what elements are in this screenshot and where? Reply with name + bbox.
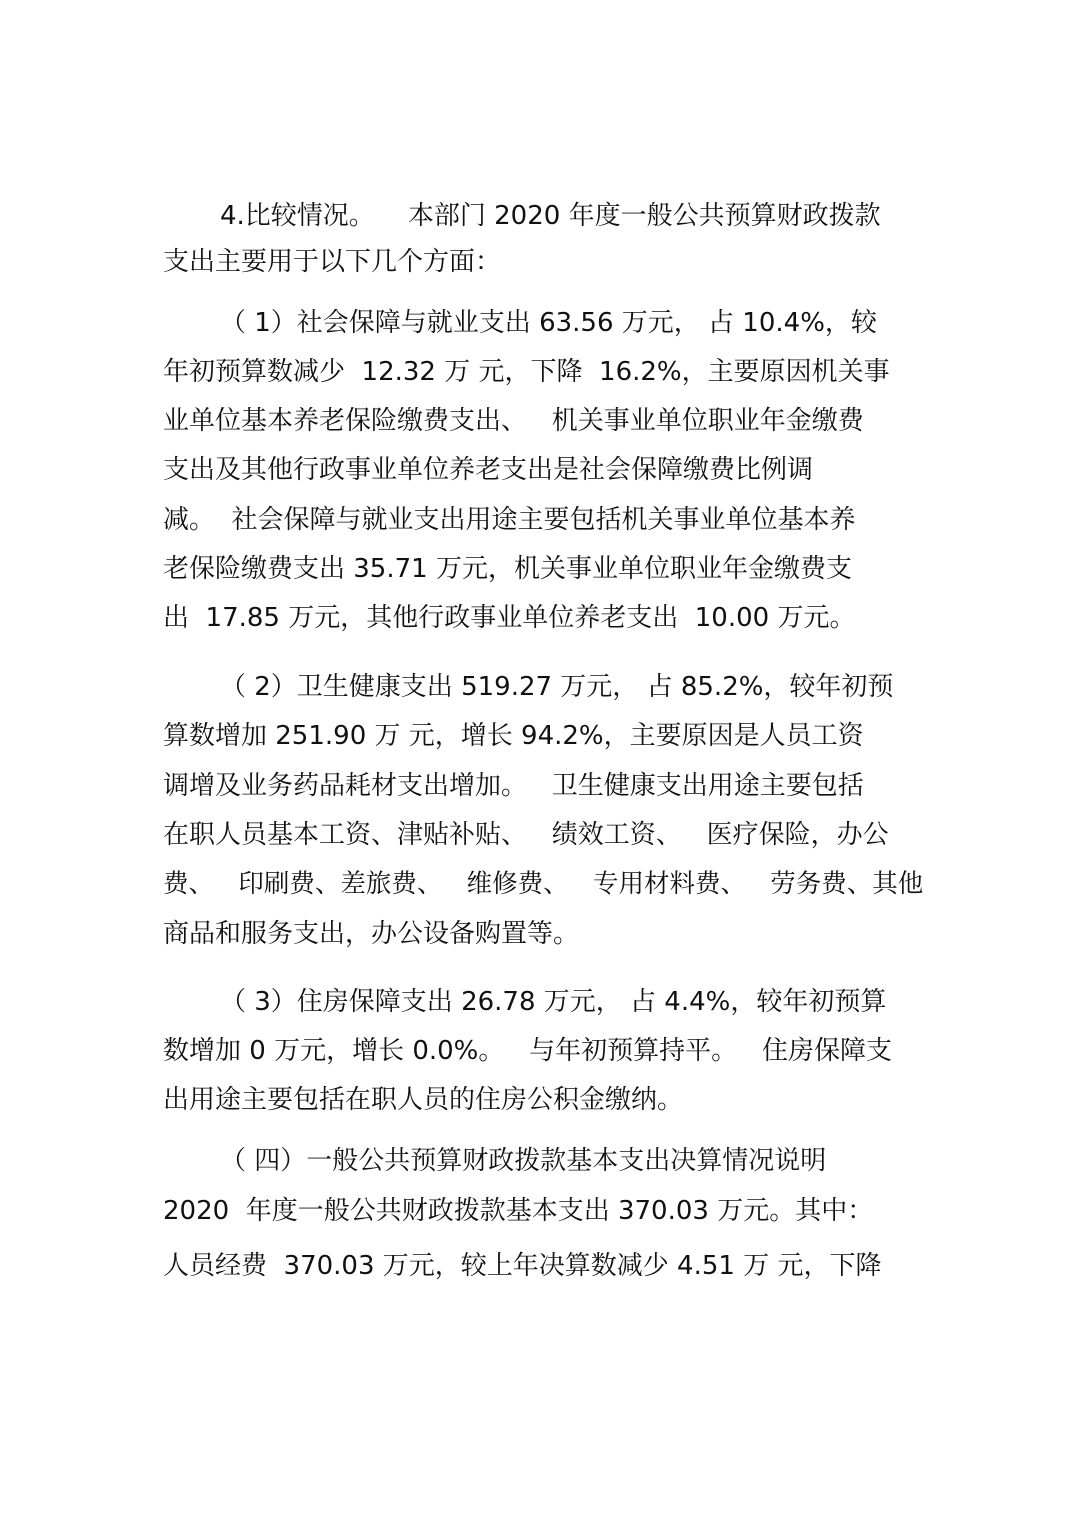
text-line: （ 2）卫生健康支出 519.27 万元， 占 85.2%，较年初预: [220, 672, 894, 702]
text-line: 数增加 0 万元，增长 0.0%。 与年初预算持平。 住房保障支: [163, 1036, 892, 1066]
text-line: 老保险缴费支出 35.71 万元，机关事业单位职业年金缴费支: [163, 554, 852, 584]
section-heading: （ 四）一般公共预算财政拨款基本支出决算情况说明: [220, 1146, 827, 1176]
text-line: 支出及其他行政事业单位养老支出是社会保障缴费比例调: [163, 455, 814, 485]
text-line: 人员经费 370.03 万元，较上年决算数减少 4.51 万 元，下降: [163, 1251, 882, 1281]
text-line: 减。 社会保障与就业支出用途主要包括机关事业单位基本养: [163, 505, 856, 535]
text-line: 2020 年度一般公共财政拨款基本支出 370.03 万元。其中：: [163, 1196, 874, 1226]
text-line: 在职人员基本工资、津贴补贴、 绩效工资、 医疗保险，办公: [163, 820, 889, 850]
text-line: 出用途主要包括在职人员的住房公积金缴纳。: [163, 1085, 684, 1115]
text-line: （ 1）社会保障与就业支出 63.56 万元， 占 10.4%，较: [220, 308, 877, 338]
text-line: 支出主要用于以下几个方面：: [163, 247, 502, 277]
text-line: 4.比较情况。 本部门 2020 年度一般公共预算财政拨款: [220, 201, 881, 231]
text-line: 算数增加 251.90 万 元，增长 94.2%，主要原因是人员工资: [163, 721, 864, 751]
text-line: 年初预算数减少 12.32 万 元，下降 16.2%，主要原因机关事: [163, 357, 890, 387]
text-line: 业单位基本养老保险缴费支出、 机关事业单位职业年金缴费: [163, 406, 864, 436]
text-line: 出 17.85 万元，其他行政事业单位养老支出 10.00 万元。: [163, 603, 856, 633]
text-line: （ 3）住房保障支出 26.78 万元， 占 4.4%，较年初预算: [220, 987, 887, 1017]
text-line: 费、 印刷费、差旅费、 维修费、 专用材料费、 劳务费、其他: [163, 869, 924, 899]
text-line: 商品和服务支出，办公设备购置等。: [163, 919, 580, 949]
text-line: 调增及业务药品耗材支出增加。 卫生健康支出用途主要包括: [163, 771, 864, 801]
